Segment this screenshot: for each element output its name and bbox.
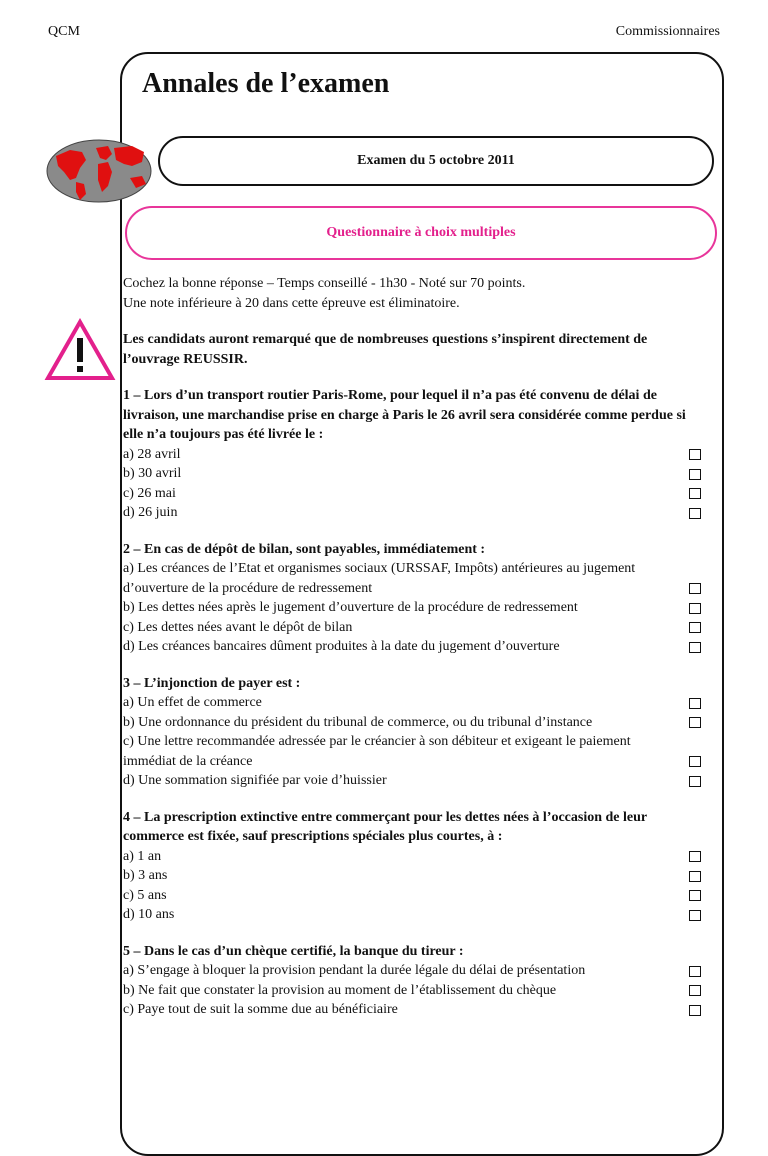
option-row[interactable]	[123, 771, 701, 791]
option-label: b) 30 avril	[123, 466, 182, 481]
checkbox[interactable]	[689, 890, 701, 901]
option-label: d) Les créances bancaires dûment produites à la date du jugement d’ouverture	[123, 639, 560, 654]
question-text: 1 – Lors d’un transport routier Paris-Rome, pour lequel il n’a pas été convenu de délai de livraison, une marchandise prise en charge à Paris le 26 avril sera considérée comme perdue si elle n’a toujours pas été livrée le :	[123, 388, 686, 442]
question-text: 5 – Dans le cas d’un chèque certifié, la banque du tireur :	[123, 943, 464, 959]
option-row[interactable]	[123, 961, 701, 981]
option-label: a) Un effet de commerce	[123, 695, 262, 710]
option-row[interactable]	[123, 559, 701, 598]
option-label: b) Une ordonnance du président du tribunal de commerce, ou du tribunal d’instance	[123, 714, 593, 730]
option-label: a) Les créances de l’Etat et organismes sociaux (URSSAF, Impôts) antérieures au jugement d’ouverture de la procédure de redressement	[123, 561, 636, 596]
option-row[interactable]	[123, 598, 701, 618]
page-title: Annales de l’examen	[142, 68, 390, 99]
checkbox[interactable]	[689, 583, 701, 594]
option-label: d) 10 ans	[123, 907, 175, 922]
question-5	[123, 942, 701, 1020]
question-1	[123, 386, 701, 523]
option-row[interactable]	[123, 866, 701, 886]
option-row[interactable]	[123, 445, 701, 465]
checkbox[interactable]	[689, 910, 701, 921]
option-label: d) 26 juin	[123, 505, 178, 520]
option-row[interactable]	[123, 905, 701, 925]
question-text: 2 – En cas de dépôt de bilan, sont payables, immédiatement :	[123, 541, 486, 557]
option-row[interactable]	[123, 693, 701, 713]
checkbox[interactable]	[689, 1005, 701, 1016]
subtitle-banner: Questionnaire à choix multiples	[125, 206, 717, 260]
question-3	[123, 674, 701, 791]
option-row[interactable]	[123, 618, 701, 638]
option-label: b) Les dettes nées après le jugement d’ouverture de la procédure de redressement	[123, 600, 578, 615]
warning-text: Les candidats auront remarqué que de nombreuses questions s’inspirent directement de l’ouvrage REUSSIR.	[123, 332, 648, 367]
option-row[interactable]	[123, 503, 701, 523]
checkbox[interactable]	[689, 717, 701, 728]
question-2	[123, 540, 701, 657]
header-left: QCM	[48, 24, 80, 39]
questionnaire	[123, 274, 701, 1020]
header-right: Commissionnaires	[615, 24, 720, 39]
option-row[interactable]	[123, 637, 701, 657]
checkbox[interactable]	[689, 622, 701, 633]
checkbox[interactable]	[689, 603, 701, 614]
checkbox[interactable]	[689, 966, 701, 977]
exam-date-banner: Examen du 5 octobre 2011	[158, 136, 714, 186]
checkbox[interactable]	[689, 698, 701, 709]
option-row[interactable]	[123, 847, 701, 867]
checkbox[interactable]	[689, 756, 701, 767]
option-label: a) 28 avril	[123, 446, 181, 462]
checkbox[interactable]	[689, 851, 701, 862]
option-row[interactable]	[123, 484, 701, 504]
checkbox[interactable]	[689, 508, 701, 519]
option-row[interactable]	[123, 713, 701, 733]
question-4	[123, 808, 701, 925]
option-label: c) Paye tout de suit la somme due au bénéficiaire	[123, 1002, 398, 1017]
question-text: 3 – L’injonction de payer est :	[123, 675, 301, 691]
option-label: d) Une sommation signifiée par voie d’huissier	[123, 773, 387, 788]
option-row[interactable]	[123, 1000, 701, 1020]
option-label: c) Les dettes nées avant le dépôt de bilan	[123, 619, 353, 635]
option-label: c) 26 mai	[123, 485, 176, 501]
option-label: a) 1 an	[123, 848, 162, 864]
option-row[interactable]	[123, 464, 701, 484]
checkbox[interactable]	[689, 449, 701, 460]
checkbox[interactable]	[689, 488, 701, 499]
intro-line-1: Cochez la bonne réponse – Temps conseillé - 1h30 - Noté sur 70 points.	[123, 276, 526, 291]
option-label: a) S’engage à bloquer la provision pendant la durée légale du délai de présentation	[123, 963, 586, 978]
option-row[interactable]	[123, 732, 701, 771]
checkbox[interactable]	[689, 642, 701, 653]
option-row[interactable]	[123, 981, 701, 1001]
option-row[interactable]	[123, 886, 701, 906]
world-globe-icon	[46, 138, 156, 204]
option-label: b) 3 ans	[123, 868, 168, 883]
checkbox[interactable]	[689, 871, 701, 882]
option-label: b) Ne fait que constater la provision au moment de l’établissement du chèque	[123, 982, 557, 998]
intro	[123, 274, 701, 313]
option-label: c) 5 ans	[123, 887, 167, 903]
intro-line-2: Une note inférieure à 20 dans cette épreuve est éliminatoire.	[123, 295, 460, 311]
question-text: 4 – La prescription extinctive entre commerçant pour les dettes nées à l’occasion de leur commerce est fixée, sauf prescriptions spéciales plus courtes, à :	[123, 809, 647, 844]
option-label: c) Une lettre recommandée adressée par le créancier à son débiteur et exigeant le paiement immédiat de la créance	[123, 734, 631, 769]
checkbox[interactable]	[689, 776, 701, 787]
checkbox[interactable]	[689, 469, 701, 480]
checkbox[interactable]	[689, 985, 701, 996]
warning-icon	[44, 318, 116, 382]
